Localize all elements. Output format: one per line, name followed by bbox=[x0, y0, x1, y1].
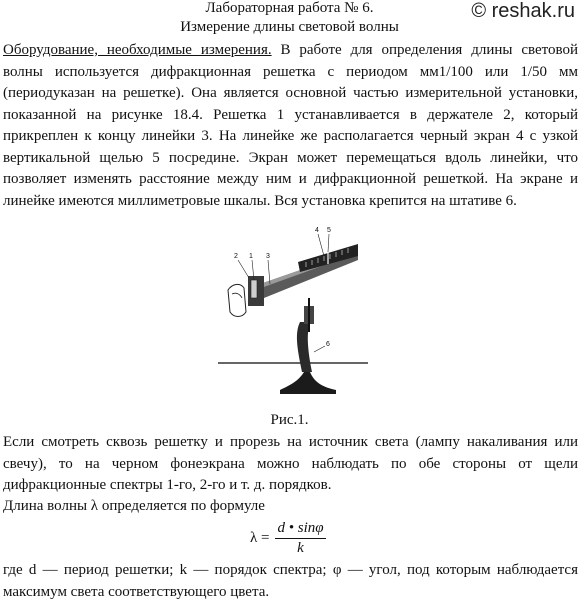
formula-denominator: k bbox=[297, 540, 304, 556]
figure-label-1: 1 bbox=[249, 253, 253, 260]
equipment-text: В работе для определения длины световой волны используется дифракционная решетка с периодом мм1/100 или 1/50 мм (периодуказан на решетке). Она является основной частью измерительной установки, показанной на рисунке 18.4. Решетка 1 устанавливается в держателе 2, который прикреплен к концу линейки 3. На линейке же располагается черный экран 4 с узкой вертикальной щелью 5 посредине. Экран может перемещаться вдоль линейки, что позволяет изменять расстояние между ним и дифракционной решеткой. На экране и линейке имеются миллиметровые шкалы. Вся установка крепится на штативе 6. bbox=[3, 42, 579, 209]
wavelength-formula bbox=[250, 520, 326, 557]
figure-label-6: 6 bbox=[326, 341, 330, 348]
watermark: © reshak.ru bbox=[471, 0, 575, 22]
page-title: Лабораторная работа № 6. bbox=[205, 0, 374, 16]
formula-lhs: λ = bbox=[250, 530, 270, 546]
apparatus-illustration bbox=[218, 222, 368, 412]
page-subtitle: Измерение длины световой волны bbox=[180, 19, 399, 35]
equipment-paragraph bbox=[3, 40, 578, 212]
formula-fraction bbox=[275, 520, 325, 557]
figure-label-5: 5 bbox=[327, 227, 331, 234]
figure-label-4: 4 bbox=[315, 227, 319, 234]
apparatus-figure bbox=[218, 222, 368, 412]
figure-caption: Рис.1. bbox=[270, 412, 309, 428]
formula-numerator: d • sinφ bbox=[275, 520, 325, 539]
formula-intro: Длина волны λ определяется по формуле bbox=[3, 498, 265, 514]
figure-label-2: 2 bbox=[234, 253, 238, 260]
definitions-paragraph: где d — период решетки; k — порядок спектра; φ — угол, под которым наблюдается максимум света соответствующего цвета. bbox=[3, 562, 578, 600]
figure-label-3: 3 bbox=[266, 253, 270, 260]
equipment-heading: Оборудование, необходимые измерения. bbox=[3, 42, 272, 58]
spectra-paragraph: Если смотреть сквозь решетку и прорезь на источник света (лампу накаливания или свечу), то на черном фонеэкрана можно наблюдать по обе стороны от щели дифракционные спектры 1-го, 2-го и т. д. порядков. bbox=[3, 434, 578, 493]
